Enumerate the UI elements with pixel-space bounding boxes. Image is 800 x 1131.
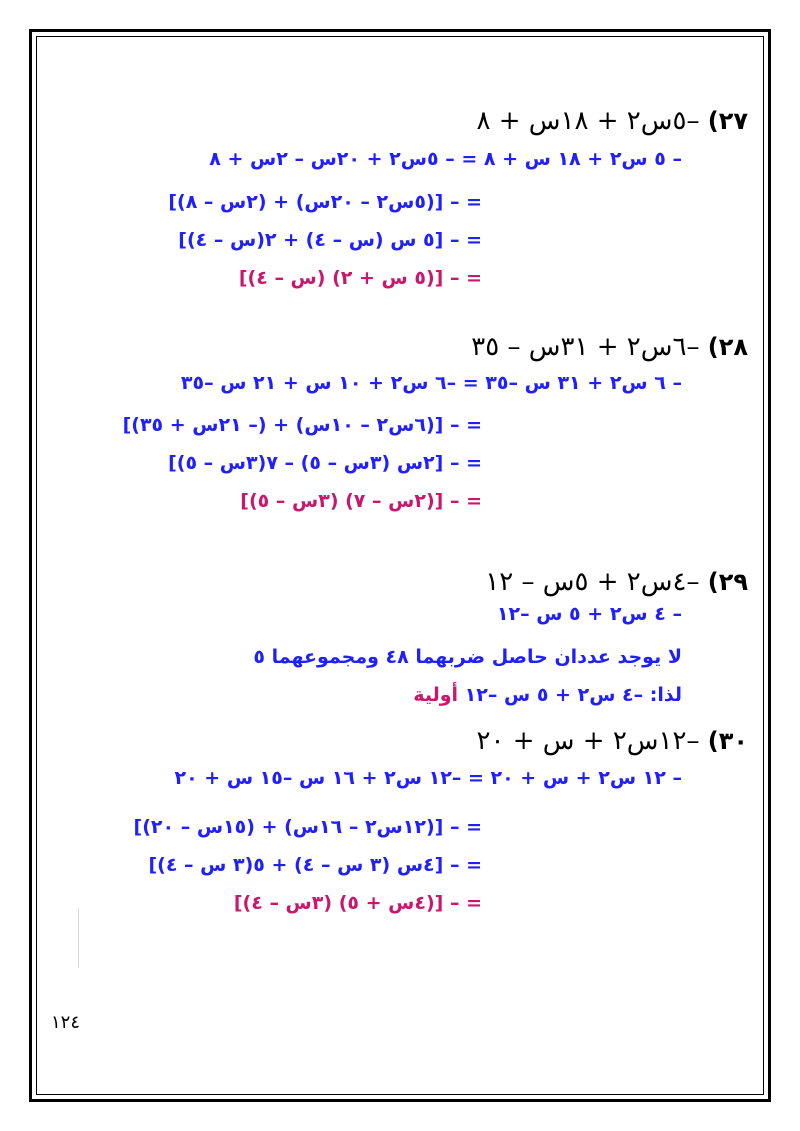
problem-29-number: ٢٩) (707, 568, 748, 596)
problem-28-step-2: = – [(٦س٢ – ١٠س) + (– ٢١س + ٣٥)] (122, 414, 482, 436)
problem-27-header (476, 106, 748, 136)
problem-29-step-2: لا يوجد عددان حاصل ضربهما ٤٨ ومجموعهما ٥ (253, 646, 682, 668)
problem-27-step-1: – ٥ س٢ + ١٨ س + ٨ = – ٥س٢ + ٢٠س – ٢س + ٨ (209, 148, 682, 170)
problem-28-step-1: – ٦ س٢ + ٣١ س –٣٥ = –٦ س٢ + ١٠ س + ٢١ س –٣٥ (180, 372, 682, 394)
problem-27-step-2: = – [(٥س٢ – ٢٠س) + (٢س – ٨)] (168, 191, 482, 213)
problem-29-expression: –٤س٢ + ٥س – ١٢ (485, 567, 700, 597)
problem-28-step-3: = – [٢س (٣س – ٥) – ٧(٣س – ٥)] (168, 452, 482, 474)
margin-mark (78, 908, 79, 968)
problem-29-step-1: – ٤ س٢ + ٥ س –١٢ (496, 603, 682, 625)
problem-30-step-2: = – [(١٢س٢ – ١٦س) + (١٥س – ٢٠)] (133, 816, 482, 838)
problem-28-header (471, 332, 748, 362)
problem-30-header (477, 726, 749, 756)
problem-30-number: ٣٠) (707, 727, 748, 755)
problem-28-number: ٢٨) (707, 333, 748, 361)
problem-27-step-3: = – [٥ س (س – ٤) + ٢(س – ٤)] (178, 229, 482, 251)
problem-27-number: ٢٧) (707, 107, 748, 135)
problem-30-answer: = – [(٤س + ٥) (٣س – ٤)] (233, 892, 482, 914)
problem-30-step-1: – ١٢ س٢ + س + ٢٠ = –١٢ س٢ + ١٦ س –١٥ س + ٢٠ (174, 767, 682, 789)
problem-30-expression: –١٢س٢ + س + ٢٠ (476, 726, 700, 756)
problem-30-step-3: = – [٤س (٣ س – ٤) + ٥(٣ س – ٤)] (148, 854, 482, 876)
problem-27-expression: –٥س٢ + ١٨س + ٨ (476, 106, 700, 136)
problem-27-answer: = – [(٥ س + ٢) (س – ٤)] (238, 267, 482, 289)
problem-29-conclusion-text: لذا: –٤ س٢ + ٥ س –١٢ (464, 684, 682, 706)
problem-29-answer: أولية (413, 684, 459, 706)
problem-28-answer: = – [(٢س – ٧) (٣س – ٥)] (240, 490, 482, 512)
page-number: ١٢٤ (51, 1012, 81, 1033)
problem-29-header (485, 567, 748, 597)
problem-28-expression: –٦س٢ + ٣١س – ٣٥ (471, 332, 700, 362)
problem-29-conclusion (413, 684, 682, 706)
